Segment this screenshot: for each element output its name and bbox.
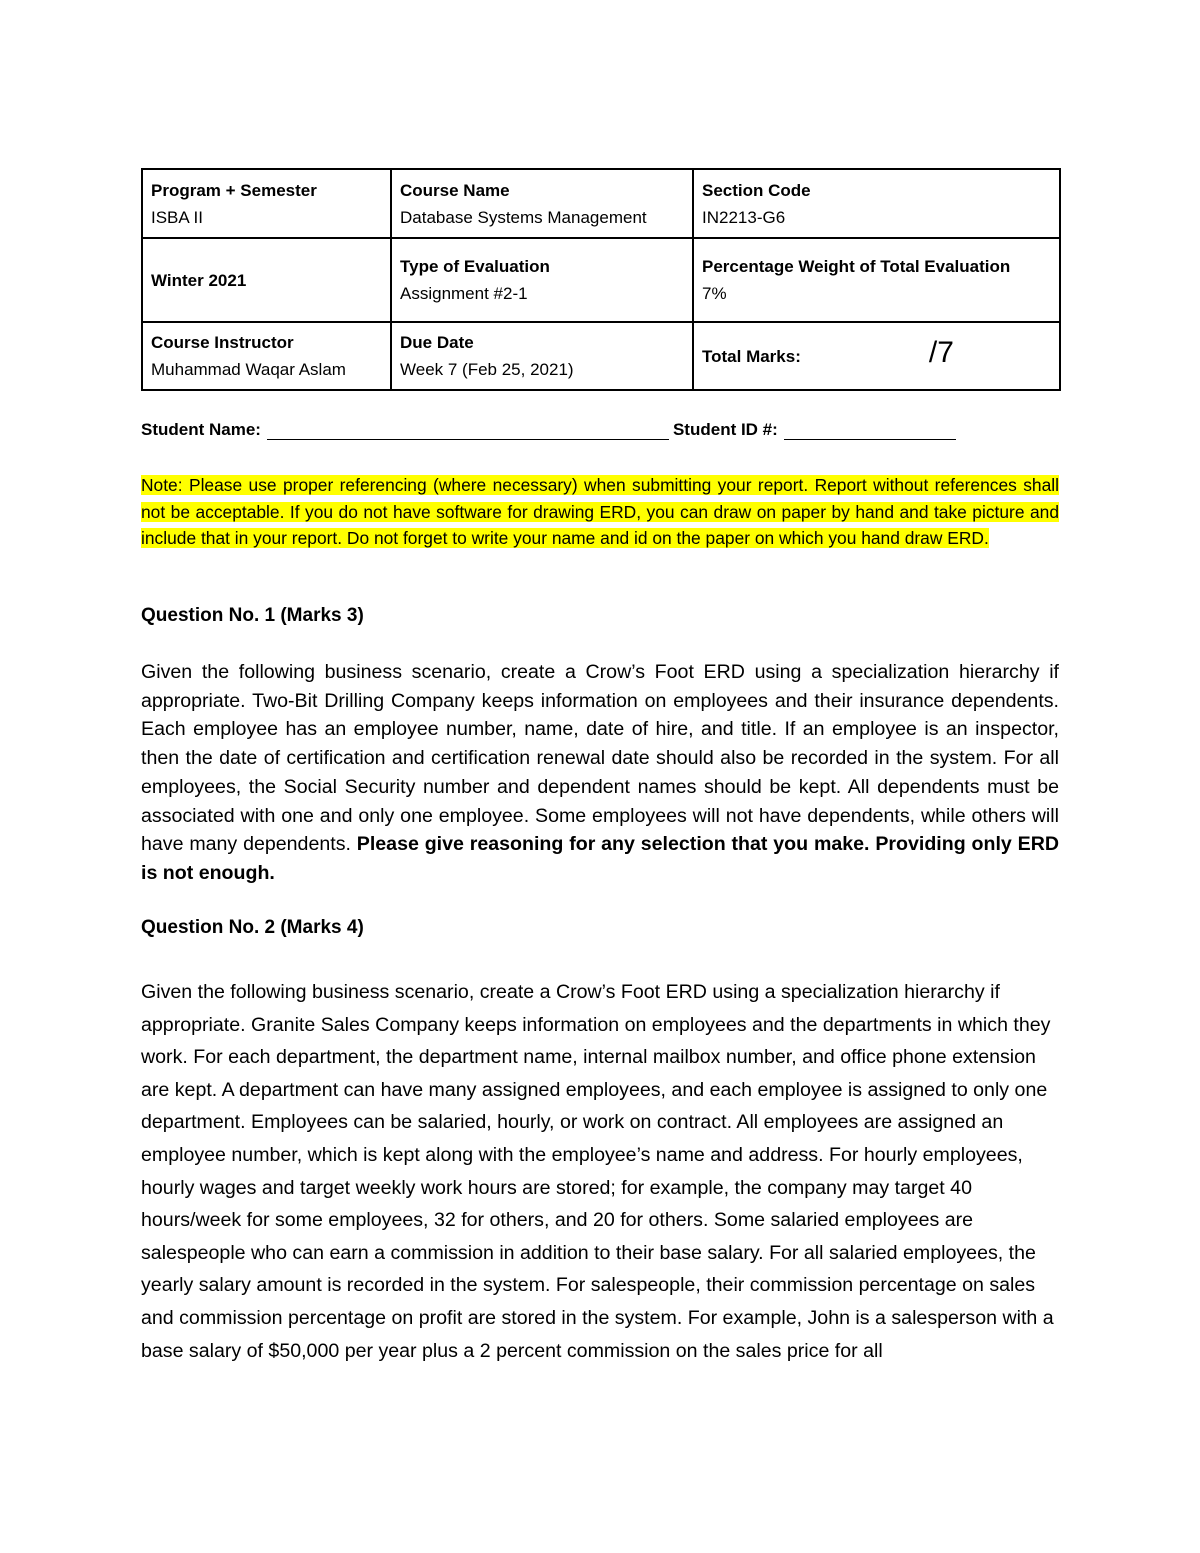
weight-cell — [693, 238, 1060, 322]
total-marks-cell — [693, 322, 1060, 390]
evaluation-label: Type of Evaluation — [400, 257, 550, 276]
due-date-label: Due Date — [400, 333, 474, 352]
instructor-label: Course Instructor — [151, 333, 294, 352]
note-text: Note: Please use proper referencing (where necessary) when submitting your report. Report without references shall not be acceptable. If you do not have software for drawing ERD, you can draw on paper by hand and take picture and include that in your report. Do not forget to write your name and id on the paper on which you hand draw ERD. — [141, 475, 1059, 548]
program-label: Program + Semester — [151, 180, 317, 200]
student-id-field[interactable] — [784, 419, 956, 440]
course-info-table — [141, 168, 1061, 391]
student-name-label: Student Name: — [141, 420, 261, 439]
term-value: Winter 2021 — [151, 270, 247, 290]
total-marks-label: Total Marks: — [702, 346, 801, 366]
course-cell — [391, 169, 693, 238]
section-cell — [693, 169, 1060, 238]
weight-value: 7% — [702, 284, 727, 303]
student-info-line — [141, 419, 960, 440]
evaluation-value: Assignment #2-1 — [400, 284, 528, 303]
question-2-body: Given the following business scenario, create a Crow’s Foot ERD using a specialization hierarchy if appropriate. Granite Sales Company keeps information on employees and the departments in which they work. For each department, the department name, internal mailbox number, and office phone extension are kept. A department can have many assigned employees, and each employee is assigned to only one department. Employees can be salaried, hourly, or work on contract. All employees are assigned an employee number, which is kept along with the employee’s name and address. For hourly employees, hourly wages and target weekly work hours are stored; for example, the company may target 40 hours/week for some employees, 32 for others, and 20 for others. Some salaried employees are salespeople who can earn a commission in addition to their base salary. For all salaried employees, the yearly salary amount is recorded in the system. For salespeople, their commission percentage on sales and commission percentage on profit are stored in the system. For example, John is a salesperson with a base salary of $50,000 per year plus a 2 percent commission on the sales price for all — [141, 981, 1054, 1362]
due-date-value: Week 7 (Feb 25, 2021) — [400, 360, 574, 379]
course-label: Course Name — [400, 180, 510, 200]
question-1-heading: Question No. 1 (Marks 3) — [141, 605, 364, 626]
program-value: ISBA II — [151, 207, 203, 227]
student-id-label: Student ID #: — [672, 420, 778, 439]
instructor-value: Muhammad Waqar Aslam — [151, 360, 346, 379]
section-label: Section Code — [702, 180, 811, 200]
instructor-cell — [142, 322, 391, 390]
question-1-text: Given the following business scenario, create a Crow’s Foot ERD using a specialization hierarchy if appropriate. Two-Bit Drilling Company keeps information on employees and their insurance dependents. Each employee has an employee number, name, date of hire, and title. If an employee is an inspector, then the date of certification and certification renewal date should also be recorded in the system. For all employees, the Social Security number and dependent names should be kept. All dependents must be associated with one and only one employee. Some employees will not have dependents, while others will have many dependents. — [141, 661, 1059, 856]
student-name-field[interactable] — [267, 419, 669, 440]
question-2-heading: Question No. 2 (Marks 4) — [141, 917, 364, 938]
total-marks-value: /7 — [928, 335, 954, 369]
evaluation-cell — [391, 238, 693, 322]
weight-label: Percentage Weight of Total Evaluation — [702, 257, 1011, 276]
term-cell — [142, 238, 391, 322]
course-value: Database Systems Management — [400, 207, 647, 227]
section-value: IN2213-G6 — [702, 207, 786, 227]
note-paragraph — [141, 472, 1059, 552]
question-1-emphasis: Please give reasoning for any selection that you make. Providing only ERD is not enough. — [141, 833, 1060, 884]
program-cell — [142, 169, 391, 238]
question-1-body — [141, 658, 1059, 888]
due-date-cell — [391, 322, 693, 390]
